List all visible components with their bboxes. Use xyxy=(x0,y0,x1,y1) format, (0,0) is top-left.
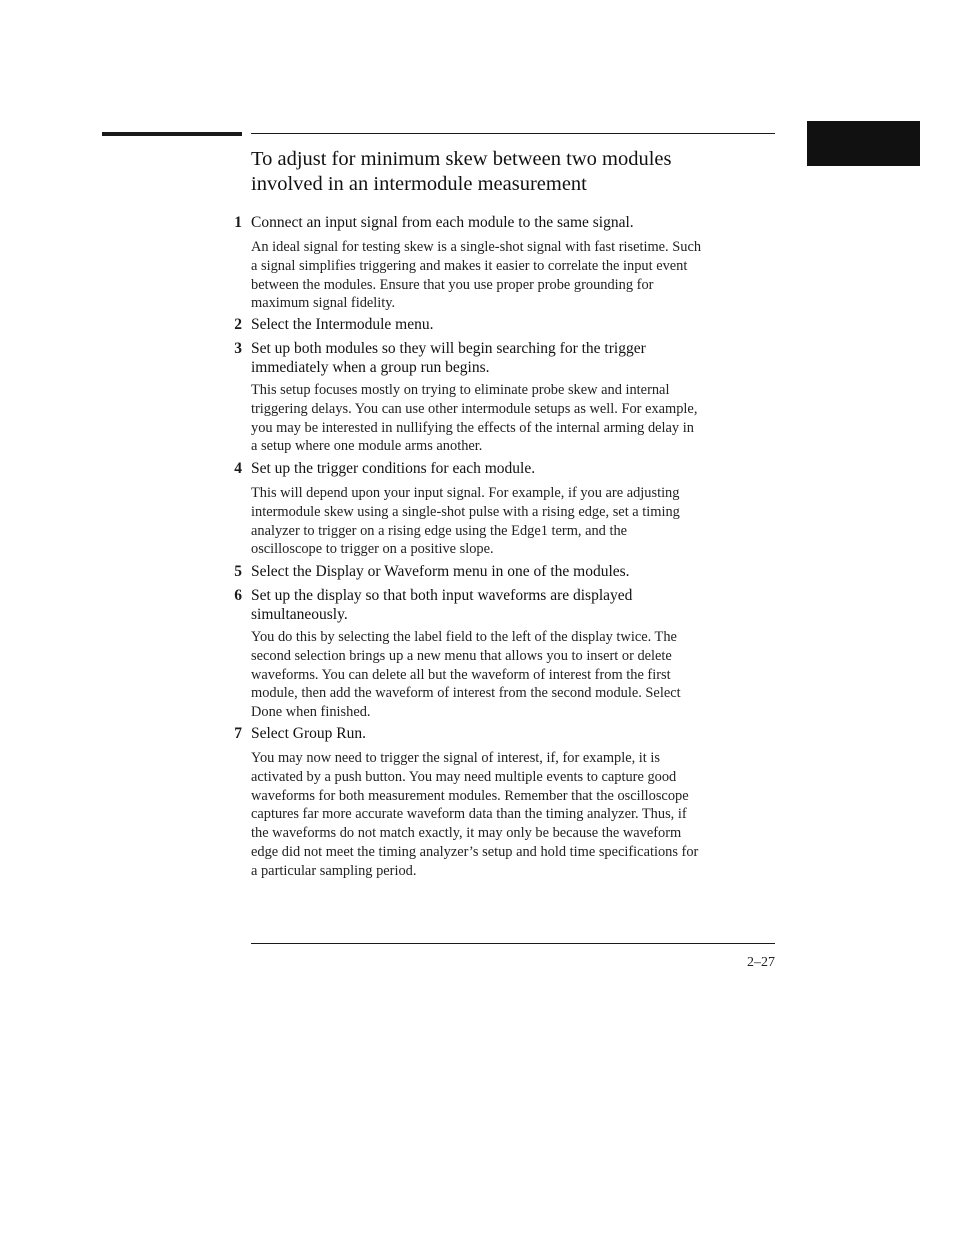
step-title-line: Set up both modules so they will begin searching for the trigger xyxy=(251,340,646,357)
body-line: edge did not meet the timing analyzer’s setup and hold time specifications for xyxy=(251,843,699,860)
body-line: maximum signal fidelity. xyxy=(251,295,396,312)
heading-line: involved in an intermodule measurement xyxy=(251,173,587,195)
chapter-thumb-tab xyxy=(807,121,920,166)
body-line: This setup focuses mostly on trying to eliminate probe skew and internal xyxy=(251,382,670,398)
step-title xyxy=(251,563,781,582)
step-number: 1 xyxy=(234,214,242,231)
body-line: the waveforms do not match exactly, it may only be because the waveform xyxy=(251,825,682,842)
body-line: oscilloscope to trigger on a positive slope. xyxy=(251,541,494,558)
body-line: a setup where one module arms another. xyxy=(251,438,483,455)
body-line: An ideal signal for testing skew is a single-shot signal with fast risetime. Such xyxy=(251,239,702,255)
body-line: a signal simplifies triggering and makes it easier to correlate the input event xyxy=(251,257,688,274)
body-line: triggering delays. You can use other intermodule setups as well. For example, xyxy=(251,400,698,417)
body-line: You do this by selecting the label field to the left of the display twice. The xyxy=(251,629,677,645)
step-number: 7 xyxy=(234,725,242,742)
footer-rule xyxy=(251,943,775,944)
step-title xyxy=(251,214,781,233)
step-number: 6 xyxy=(234,587,242,604)
section-heading xyxy=(251,147,791,197)
step-title-line: Set up the display so that both input waveforms are displayed xyxy=(251,587,633,604)
body-line: analyzer to trigger on a rising edge using the Edge1 term, and the xyxy=(251,522,628,539)
step-title-line: simultaneously. xyxy=(251,605,348,623)
body-line: waveforms. You can delete all but the waveform of interest from the first xyxy=(251,666,671,683)
body-line: second selection brings up a new menu that allows you to insert or delete xyxy=(251,647,672,664)
step-7-body xyxy=(251,749,779,881)
step-number: 4 xyxy=(234,460,242,477)
body-line: waveforms for both measurement modules. Remember that the oscilloscope xyxy=(251,787,689,804)
body-line: intermodule skew using a single-shot pulse with a rising edge, set a timing xyxy=(251,503,680,520)
page-number: 2–27 xyxy=(747,955,775,970)
body-line: module, then add the waveform of interest from the second module. Select xyxy=(251,685,681,702)
body-line: Done when finished. xyxy=(251,704,371,721)
step-number: 2 xyxy=(234,316,242,333)
step-number: 5 xyxy=(234,563,242,580)
step-6-body xyxy=(251,628,779,722)
left-margin-rule xyxy=(102,132,242,136)
step-title-line: Select the Display or Waveform menu in one of the modules. xyxy=(251,563,630,580)
step-title-line: Select Group Run. xyxy=(251,725,366,742)
step-title-line: immediately when a group run begins. xyxy=(251,358,490,376)
body-line: between the modules. Ensure that you use proper probe grounding for xyxy=(251,276,654,293)
step-1-body xyxy=(251,238,779,313)
body-line: You may now need to trigger the signal of interest, if, for example, it is xyxy=(251,750,660,766)
step-title xyxy=(251,725,781,744)
step-number: 3 xyxy=(234,340,242,357)
step-title xyxy=(251,460,781,479)
step-title xyxy=(251,587,781,624)
step-title xyxy=(251,340,781,377)
step-3-body xyxy=(251,381,779,456)
step-title xyxy=(251,316,781,335)
heading-line: To adjust for minimum skew between two modules xyxy=(251,148,672,170)
body-line: This will depend upon your input signal. For example, if you are adjusting xyxy=(251,485,680,501)
body-line: a particular sampling period. xyxy=(251,862,417,879)
body-line: you may be interested in nullifying the effects of the internal arming delay in xyxy=(251,419,694,436)
body-line: activated by a push button. You may need multiple events to capture good xyxy=(251,768,677,785)
step-4-body xyxy=(251,484,779,559)
header-rule xyxy=(251,133,775,134)
step-title-line: Select the Intermodule menu. xyxy=(251,316,434,333)
step-title-line: Connect an input signal from each module to the same signal. xyxy=(251,214,634,231)
body-line: captures far more accurate waveform data than the timing analyzer. Thus, if xyxy=(251,806,687,823)
step-title-line: Set up the trigger conditions for each module. xyxy=(251,460,536,477)
